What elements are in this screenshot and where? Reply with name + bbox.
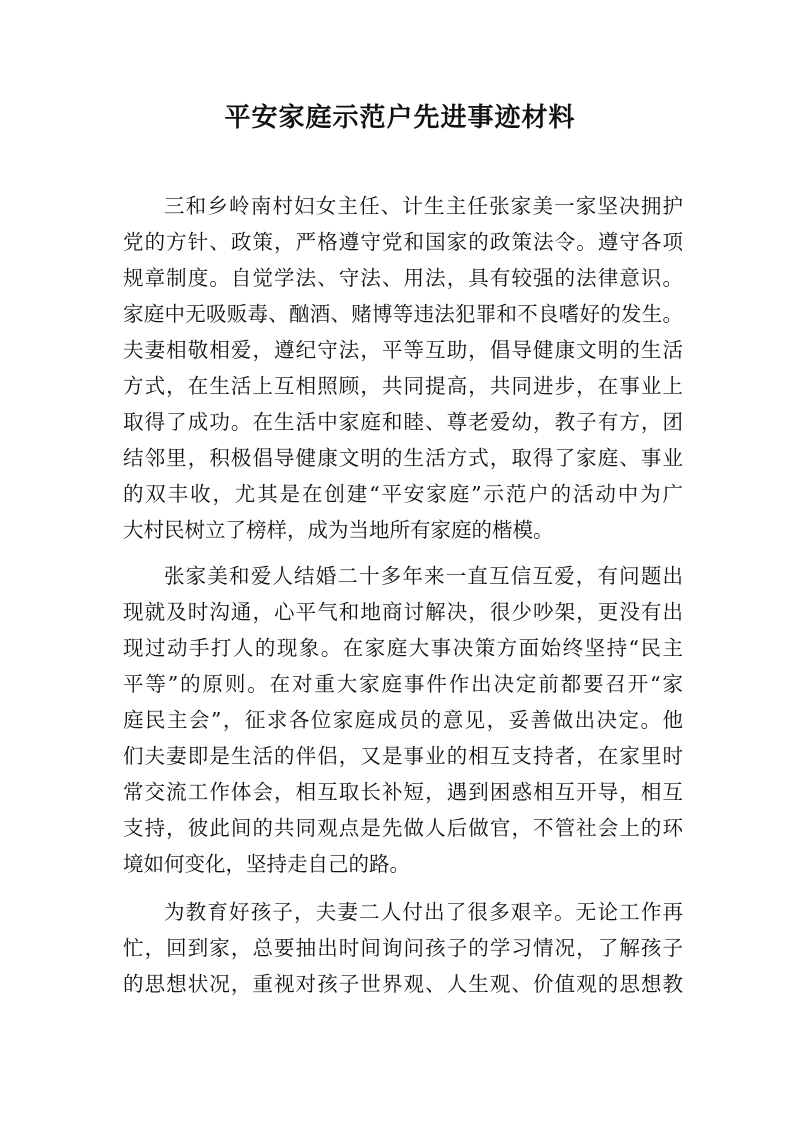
paragraph-line: 张家美和爱人结婚二十多年来一直互信互爱，有问题出 xyxy=(164,564,683,588)
paragraph-line: 三和乡岭南村妇女主任、计生主任张家美一家坚决拥护 xyxy=(164,194,683,218)
paragraph-line: 的思想状况，重视对孩子世界观、人生观、价值观的思想教 xyxy=(123,972,683,996)
paragraph-line: 们夫妻即是生活的伴侣，又是事业的相互支持者，在家里时 xyxy=(123,744,683,768)
paragraph-line: 的双丰收，尤其是在创建“平安家庭”示范户的活动中为广 xyxy=(123,482,683,506)
paragraph-line: 为教育好孩子，夫妻二人付出了很多艰辛。无论工作再 xyxy=(164,900,683,924)
paragraph-line: 平等”的原则。在对重大家庭事件作出决定前都要召开“家 xyxy=(123,672,683,696)
paragraph-line: 规章制度。自觉学法、守法、用法，具有较强的法律意识。 xyxy=(123,266,683,290)
paragraph-line: 庭民主会”，征求各位家庭成员的意见，妥善做出决定。他 xyxy=(123,708,683,732)
paragraph-line: 夫妻相敬相爱，遵纪守法，平等互助，倡导健康文明的生活 xyxy=(123,338,683,362)
paragraph-line: 方式，在生活上互相照顾，共同提高，共同进步，在事业上 xyxy=(123,374,683,398)
paragraph-line: 忙，回到家，总要抽出时间询问孩子的学习情况，了解孩子 xyxy=(123,936,683,960)
paragraph-line: 支持，彼此间的共同观点是先做人后做官，不管社会上的环 xyxy=(123,816,683,840)
paragraph-line: 现过动手打人的现象。在家庭大事决策方面始终坚持“民主 xyxy=(123,636,683,660)
paragraph-line: 现就及时沟通，心平气和地商讨解决，很少吵架，更没有出 xyxy=(123,600,683,624)
paragraph-line: 家庭中无吸贩毒、酗酒、赌博等违法犯罪和不良嗜好的发生。 xyxy=(123,302,683,326)
paragraph-line: 大村民树立了榜样，成为当地所有家庭的楷模。 xyxy=(123,518,554,542)
paragraph-line: 党的方针、政策，严格遵守党和国家的政策法令。遵守各项 xyxy=(123,230,683,254)
paragraph-line: 结邻里，积极倡导健康文明的生活方式，取得了家庭、事业 xyxy=(123,446,683,470)
paragraph-line: 常交流工作体会，相互取长补短，遇到困惑相互开导，相互 xyxy=(123,780,683,804)
paragraph-line: 取得了成功。在生活中家庭和睦、尊老爱幼，教子有方，团 xyxy=(123,410,683,434)
document-title: 平安家庭示范户先进事迹材料 xyxy=(224,103,576,133)
paragraph-line: 境如何变化，坚持走自己的路。 xyxy=(123,852,410,876)
